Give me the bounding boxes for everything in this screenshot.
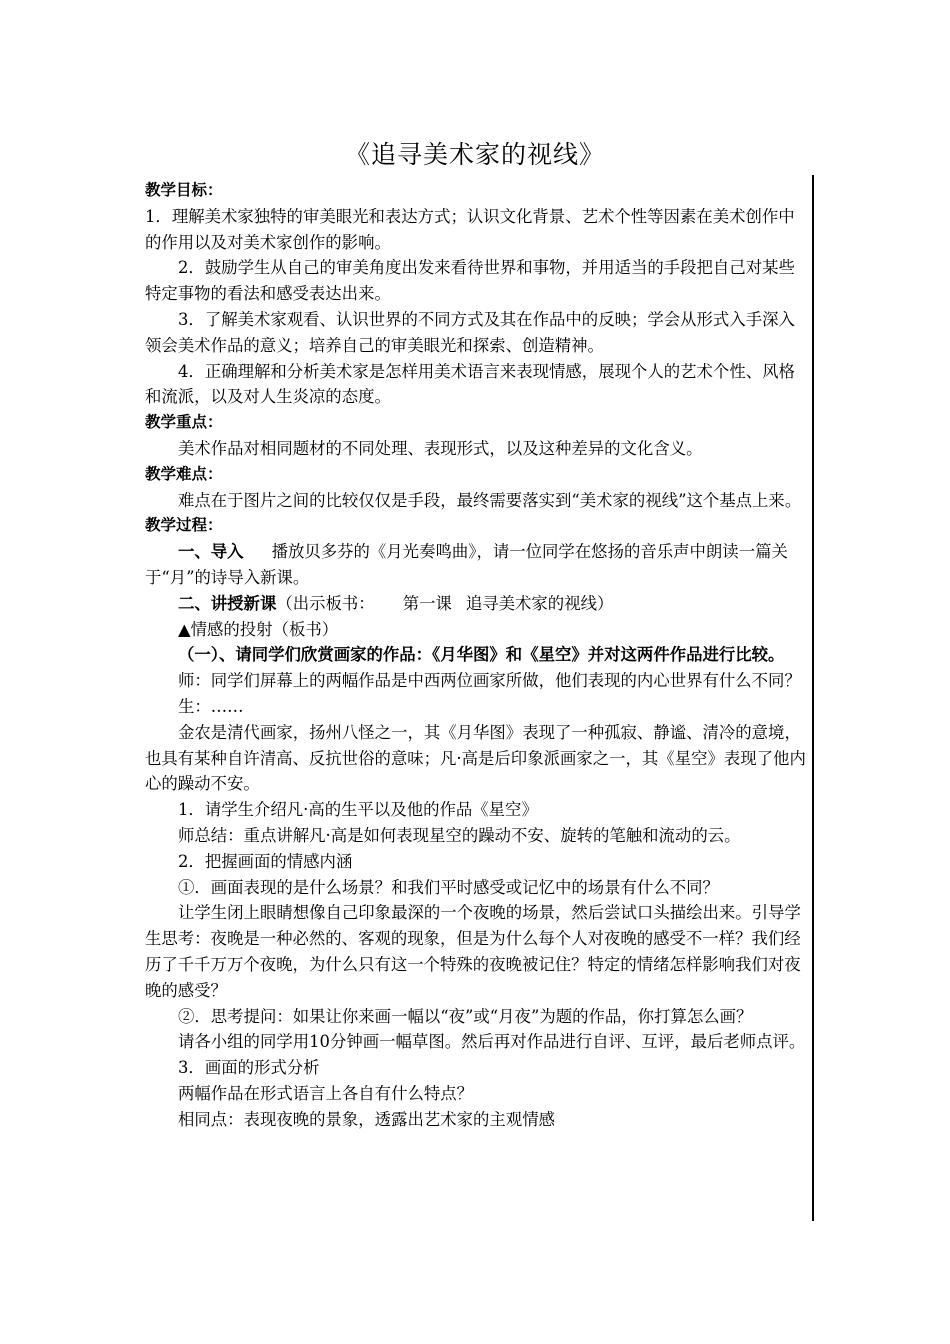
- step-1-label: 一、导入: [178, 542, 244, 562]
- item-2-question-2: ②．思考提问：如果让你来画一幅以“夜”或“月夜”为题的作品，你打算怎么画？: [178, 1006, 753, 1026]
- explanation-1: 金农是清代画家，扬州八怪之一，其《月华图》表现了一种孤寂、静谧、清冷的意境，也具有某种自许清高、反抗世俗的意味；凡·高是后印象派画家之一，其《星空》表现了他内心的躁动不安。: [145, 722, 806, 794]
- page-title: 《追寻美术家的视线》: [344, 140, 605, 169]
- step-2-board-1: 第一课: [402, 593, 452, 613]
- margin-rule: [812, 175, 814, 1221]
- objective-1: 1．理解美术家独特的审美眼光和表达方式；认识文化背景、艺术个性等因素在美术创作中的作用以及对美术家创作的影响。: [145, 206, 795, 252]
- key-points-text: 美术作品对相同题材的不同处理、表现形式，以及这种差异的文化含义。: [178, 438, 703, 458]
- teacher-question-1: 师：同学们屏幕上的两幅作品是中西两位画家所做，他们表现的内心世界有什么不同？: [178, 671, 801, 691]
- item-3-similarity: 相同点：表现夜晚的景象，透露出艺术家的主观情感: [178, 1109, 555, 1129]
- process-heading: 教学过程：: [145, 516, 223, 535]
- step-2-label: 二、讲授新课: [178, 593, 277, 613]
- item-1-summary: 师总结：重点讲解凡·高是如何表现星空的躁动不安、旋转的笔触和流动的云。: [178, 825, 741, 845]
- item-2: 2．把握画面的情感内涵: [178, 851, 353, 871]
- step-1: [145, 539, 807, 591]
- objective-4: 4．正确理解和分析美术家是怎样用美术语言来表现情感，展现个人的艺术个性、风格和流派，以及对人生炎凉的态度。: [145, 361, 795, 407]
- objectives-heading: 教学目标：: [145, 181, 223, 199]
- item-1: 1．请学生介绍凡·高的生平以及他的作品《星空》: [178, 800, 538, 820]
- step-2-note: （出示板书：: [276, 593, 375, 613]
- step-2-board-2: 追寻美术家的视线）: [465, 593, 614, 613]
- item-2-question-1-text: 让学生闭上眼睛想像自己印象最深的一个夜晚的场景，然后尝试口头描绘出来。引导学生思考：夜晚是一种必然的、客观的现象，但是为什么每个人对夜晚的感受不一样？我们经历了千千万万个夜晚，为什么只有这一个特殊的夜晚被记住？特定的情绪怎样影响我们对夜晚的感受？: [145, 903, 801, 1000]
- section-emotion: ▲情感的投射（板书）: [178, 619, 339, 639]
- key-points-heading: 教学重点：: [145, 413, 223, 432]
- student-answer-1: 生：……: [178, 696, 244, 716]
- step-1-text: 播放贝多芬的《月光奏鸣曲》，请一位同学在悠扬的音乐声中朗读一篇关于“月”的诗导入新课。: [145, 542, 788, 587]
- item-2-question-1: ①．画面表现的是什么场景？和我们平时感受或记忆中的场景有什么不同？: [178, 877, 719, 897]
- objective-3: 3．了解美术家观看、认识世界的不同方式及其在作品中的反映；学会从形式入手深入领会美术作品的意义；培养自己的审美眼光和探索、创造精神。: [145, 309, 795, 355]
- document-body: [145, 178, 807, 1132]
- difficulty-text: 难点在于图片之间的比较仅仅是手段，最终需要落实到“美术家的视线”这个基点上来。: [178, 490, 802, 510]
- step-2: [145, 591, 807, 617]
- task-1: （一）、请同学们欣赏画家的作品：《月华图》和《星空》并对这两件作品进行比较。: [178, 645, 785, 665]
- objective-2: 2．鼓励学生从自己的审美角度出发来看待世界和事物，并用适当的手段把自己对某些特定事物的看法和感受表达出来。: [145, 258, 795, 304]
- item-3: 3．画面的形式分析: [178, 1058, 320, 1078]
- item-2-question-2-text: 请各小组的同学用10分钟画一幅草图。然后再对作品进行自评、互评，最后老师点评。: [178, 1032, 806, 1052]
- item-3-question: 两幅作品在形式语言上各自有什么特点？: [178, 1083, 474, 1103]
- difficulty-heading: 教学难点：: [145, 464, 223, 483]
